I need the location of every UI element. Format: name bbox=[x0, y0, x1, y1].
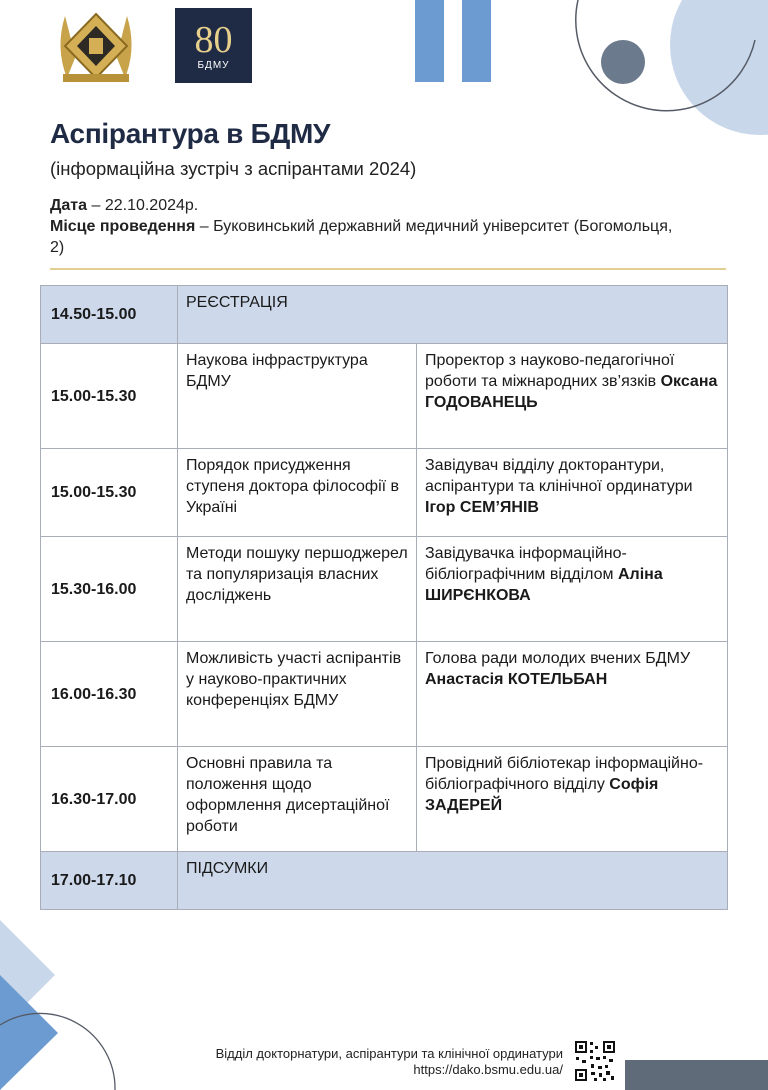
date-line bbox=[50, 195, 690, 216]
venue-line bbox=[50, 216, 690, 258]
row-time: 14.50-15.00 bbox=[41, 286, 178, 344]
row-topic: Порядок присудження ступеня доктора філософії в Україні bbox=[178, 449, 417, 537]
row-topic: Наукова інфраструктура БДМУ bbox=[178, 344, 417, 449]
table-row bbox=[41, 286, 728, 344]
speaker-name: Аліна ШИРЄНКОВА bbox=[425, 566, 663, 604]
speaker-name: Софія ЗАДЕРЕЙ bbox=[425, 776, 659, 814]
row-topic: Методи пошуку першоджерел та популяризація власних досліджень bbox=[178, 537, 417, 642]
row-time: 17.00-17.10 bbox=[41, 852, 178, 910]
speaker-role: Голова ради молодих вчених БДМУ bbox=[425, 650, 691, 667]
anniversary-number: 80 bbox=[194, 19, 233, 61]
row-speaker bbox=[417, 642, 728, 747]
decorative-shapes-bottom bbox=[0, 905, 140, 1090]
qr-code-icon bbox=[574, 1040, 616, 1082]
gold-divider bbox=[50, 268, 726, 270]
footer-bar bbox=[625, 1060, 768, 1090]
row-topic: Основні правила та положення щодо оформлення дисертаційної роботи bbox=[178, 747, 417, 852]
speaker-name: Анастасія КОТЕЛЬБАН bbox=[425, 671, 608, 688]
university-emblem-logo bbox=[55, 8, 137, 86]
row-speaker bbox=[417, 537, 728, 642]
speaker-role: Завідувач відділу докторантури, аспірантури та клінічної ординатури bbox=[425, 457, 693, 495]
table-row bbox=[41, 642, 728, 747]
event-info bbox=[50, 195, 690, 258]
row-speaker bbox=[417, 344, 728, 449]
row-speaker bbox=[417, 449, 728, 537]
anniversary-abbr: БДМУ bbox=[197, 60, 230, 71]
speaker-name: Оксана ГОДОВАНЕЦЬ bbox=[425, 373, 718, 411]
row-topic: ПІДСУМКИ bbox=[178, 852, 728, 910]
anniversary-logo bbox=[175, 8, 252, 83]
table-row bbox=[41, 747, 728, 852]
schedule-table bbox=[40, 285, 728, 910]
speaker-role: Завідувачка інформаційно-бібліографічним відділом bbox=[425, 545, 627, 583]
table-row bbox=[41, 344, 728, 449]
row-time: 15.00-15.30 bbox=[41, 449, 178, 537]
row-time: 15.30-16.00 bbox=[41, 537, 178, 642]
row-time: 16.30-17.00 bbox=[41, 747, 178, 852]
row-time: 15.00-15.30 bbox=[41, 344, 178, 449]
footer-url-link[interactable]: https://dako.bsmu.edu.ua/ bbox=[413, 1062, 563, 1077]
row-topic: РЕЄСТРАЦІЯ bbox=[178, 286, 728, 344]
row-speaker bbox=[417, 747, 728, 852]
speaker-role: Провідний бібліотекар інформаційно-бібліографічного відділу bbox=[425, 755, 704, 793]
row-time: 16.00-16.30 bbox=[41, 642, 178, 747]
speaker-role: Проректор з науково-педагогічної роботи та міжнародних зв’язків bbox=[425, 352, 675, 390]
venue-value: – Буковинський державний медичний університет (Богомольця, 2) bbox=[50, 218, 673, 256]
footer-department: Відділ докторнатури, аспірантури та клінічної ординатури bbox=[215, 1046, 563, 1061]
table-row bbox=[41, 537, 728, 642]
page-title: Аспірантура в БДМУ bbox=[50, 118, 331, 149]
date-value: – 22.10.2024р. bbox=[87, 197, 199, 214]
table-row bbox=[41, 852, 728, 910]
speaker-name: Ігор СЕМ’ЯНІВ bbox=[425, 499, 539, 516]
table-row bbox=[41, 449, 728, 537]
venue-label: Місце проведення bbox=[50, 218, 196, 235]
page-subtitle: (інформаційна зустріч з аспірантами 2024) bbox=[50, 158, 417, 179]
row-topic: Можливість участі аспірантів у науково-практичних конференціях БДМУ bbox=[178, 642, 417, 747]
date-label: Дата bbox=[50, 197, 88, 214]
